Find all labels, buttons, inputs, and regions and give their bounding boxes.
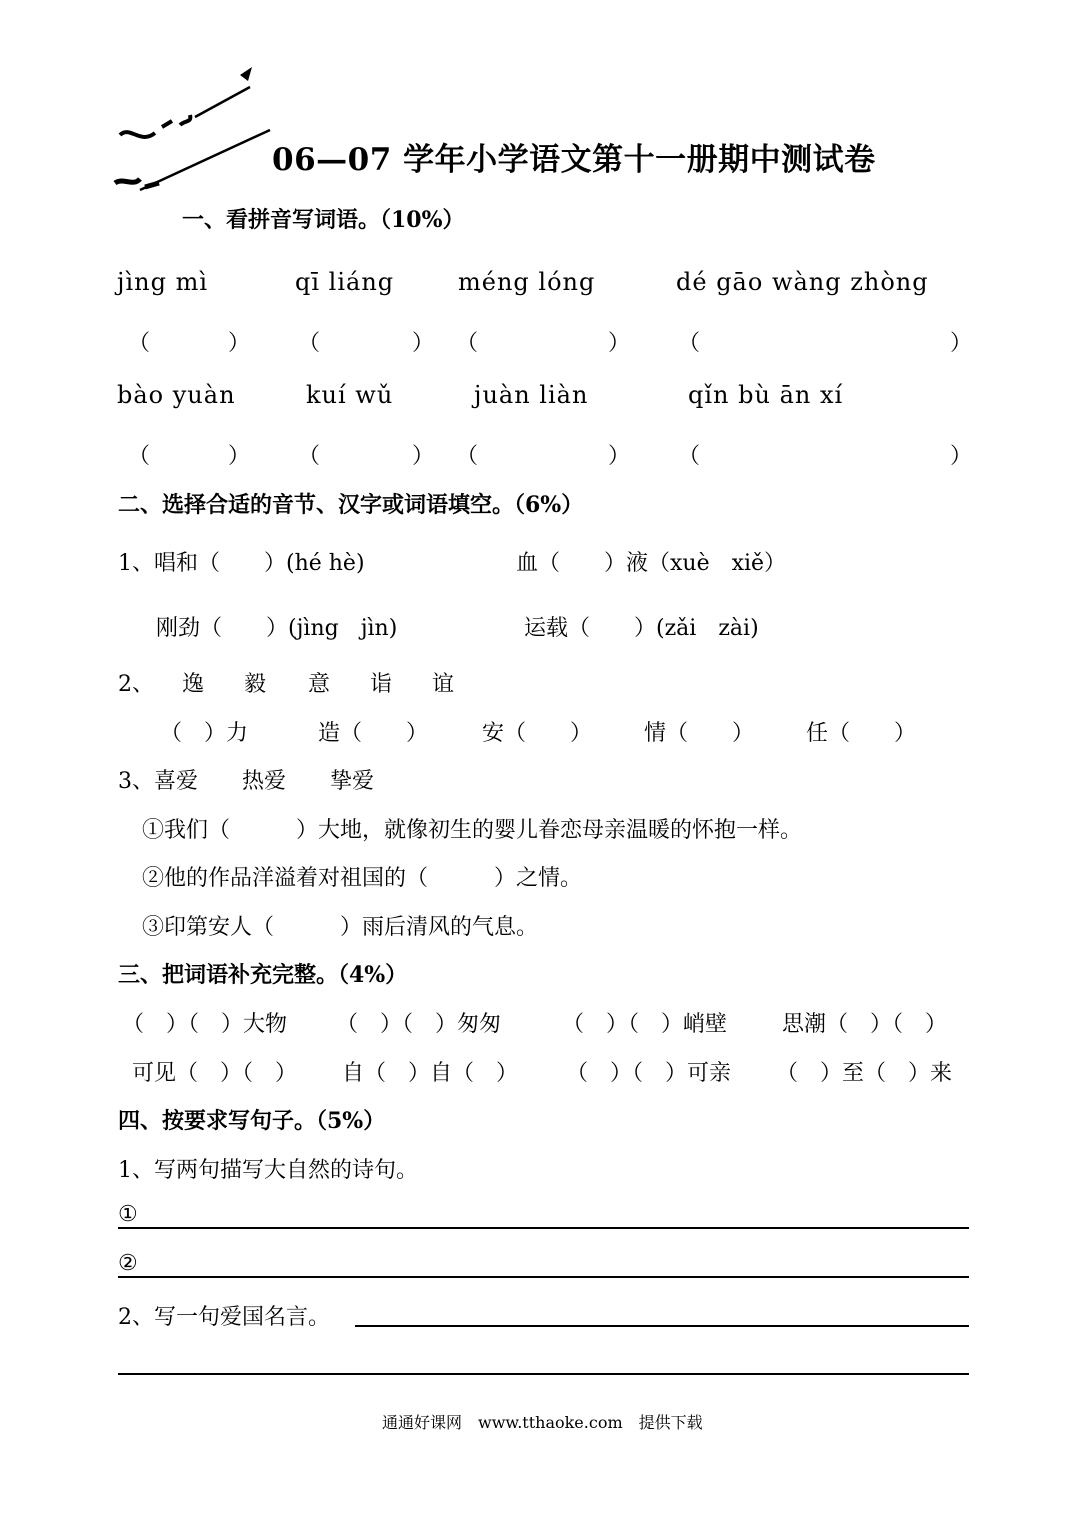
char-option: 诣 [370, 672, 393, 697]
pinyin-3: méng lóng [458, 268, 596, 296]
page-title: 06—07 学年小学语文第十一册期中测试卷 [272, 142, 876, 178]
answer-bracket-close: ） [950, 444, 973, 469]
answer-line [118, 1276, 969, 1278]
answer-mark-1: ① [118, 1202, 138, 1227]
idiom-item: 思潮（ ）（ ） [782, 1012, 948, 1037]
answer-bracket-close: ） [228, 331, 251, 356]
handwritten-margin-mark [100, 55, 280, 205]
idiom-item: （ ）（ ）可亲 [566, 1061, 732, 1086]
answer-bracket-close: ） [412, 444, 435, 469]
answer-bracket-open: （ [678, 444, 701, 469]
answer-line [118, 1227, 969, 1229]
answer-mark-2: ② [118, 1251, 138, 1276]
fill-item: 造（ ） [318, 721, 429, 746]
question-2-2-label: 2、 [118, 672, 154, 697]
answer-bracket-close: ） [608, 444, 631, 469]
pinyin-8: qǐn bù ān xí [688, 381, 844, 409]
question-2-3-label: 3、喜爱 热爱 挚爱 [118, 769, 374, 794]
question-2-1c: 刚劲（ ）(jìng jìn) [156, 616, 398, 641]
section-3-heading: 三、把词语补充完整。（4%） [118, 962, 408, 988]
answer-bracket-close: ） [950, 331, 973, 356]
pinyin-2: qī liáng [295, 268, 395, 296]
section-1-heading: 一、看拼音写词语。（10%） [182, 207, 465, 233]
sentence-3: ③印第安人（ ）雨后清风的气息。 [142, 915, 539, 940]
fill-item: 任（ ） [806, 721, 917, 746]
answer-bracket-open: （ [128, 331, 151, 356]
question-2-1d: 运载（ ）(zǎi zài) [524, 616, 759, 641]
answer-bracket-open: （ [298, 331, 321, 356]
answer-bracket-open: （ [128, 444, 151, 469]
page-footer: 通通好课网 www.tthaoke.com 提供下载 [382, 1413, 703, 1432]
sentence-1: ①我们（ ）大地，就像初生的婴儿眷恋母亲温暖的怀抱一样。 [142, 818, 803, 843]
fill-item: （ ）力 [160, 721, 249, 746]
char-option: 逸 [182, 672, 205, 697]
fill-item: 情（ ） [644, 721, 755, 746]
pinyin-6: kuí wǔ [306, 381, 394, 409]
answer-line [355, 1325, 969, 1327]
sentence-2: ②他的作品洋溢着对祖国的（ ）之情。 [142, 866, 583, 891]
question-4-2: 2、写一句爱国名言。 [118, 1305, 330, 1330]
question-2-1b: 血（ ）液（xuè xiě） [516, 551, 787, 576]
char-option: 毅 [244, 672, 267, 697]
answer-line [118, 1373, 969, 1375]
idiom-item: （ ）（ ）峭壁 [562, 1012, 728, 1037]
pinyin-5: bào yuàn [117, 381, 236, 409]
char-option: 意 [308, 672, 331, 697]
fill-item: 安（ ） [482, 721, 593, 746]
section-2-heading: 二、选择合适的音节、汉字或词语填空。（6%） [118, 492, 584, 518]
section-4-heading: 四、按要求写句子。（5%） [118, 1108, 386, 1134]
idiom-item: 可见（ ）（ ） [132, 1061, 298, 1086]
answer-bracket-open: （ [298, 444, 321, 469]
answer-bracket-close: ） [412, 331, 435, 356]
idiom-item: 自（ ）自（ ） [342, 1061, 519, 1086]
answer-bracket-close: ） [608, 331, 631, 356]
question-4-1: 1、写两句描写大自然的诗句。 [118, 1158, 418, 1183]
char-option: 谊 [432, 672, 455, 697]
pinyin-7: juàn liàn [474, 381, 589, 409]
answer-bracket-open: （ [456, 444, 479, 469]
idiom-item: （ ）至（ ）来 [776, 1061, 953, 1086]
answer-bracket-open: （ [456, 331, 479, 356]
question-2-1a: 1、唱和（ ）(hé hè) [118, 551, 365, 576]
idiom-item: （ ）（ ）大物 [122, 1012, 288, 1037]
idiom-item: （ ）（ ）匆匆 [336, 1012, 502, 1037]
pinyin-1: jìng mì [117, 268, 208, 296]
answer-bracket-open: （ [678, 331, 701, 356]
answer-bracket-close: ） [228, 444, 251, 469]
pinyin-4: dé gāo wàng zhòng [676, 268, 929, 296]
